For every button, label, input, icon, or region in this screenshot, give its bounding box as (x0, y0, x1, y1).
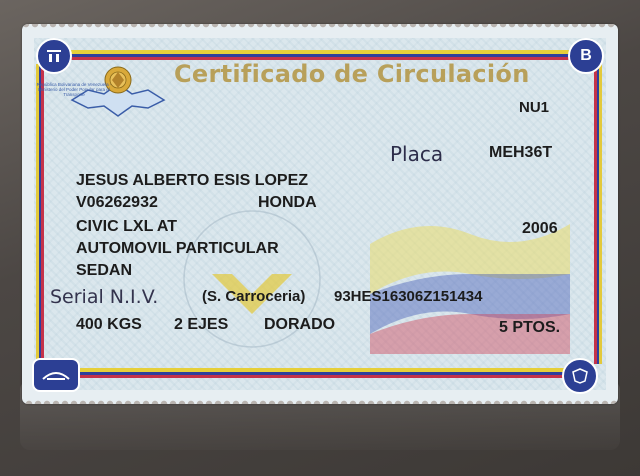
chassis-label: (S. Carroceria) (202, 288, 306, 305)
chassis-number: 93HES16306Z151434 (334, 288, 483, 305)
tricolor-band-top (62, 50, 582, 60)
ministry-logo-icon (32, 358, 80, 392)
perforation-bottom (22, 396, 618, 404)
vehicle-brand: HONDA (258, 194, 317, 211)
owner-name: JESUS ALBERTO ESIS LOPEZ (76, 172, 309, 189)
plate-label: Placa (390, 142, 444, 166)
plate-number: MEH36T (489, 144, 553, 161)
vehicle-axles: 2 EJES (174, 316, 229, 333)
owner-id: V06262932 (76, 194, 158, 211)
vehicle-color: DORADO (264, 316, 336, 333)
serial-label: Serial N.I.V. (50, 286, 159, 308)
seal-caption: República Bolivariana de Venezuela · Ministerio del Poder Popular para el Transporte (36, 82, 112, 97)
vehicle-body-type: SEDAN (76, 262, 133, 279)
document-title: Certificado de Circulación (174, 60, 530, 88)
ministry-emblem-icon (36, 38, 72, 74)
vehicle-year: 2006 (522, 220, 558, 237)
category-badge (568, 38, 604, 74)
tricolor-band-left (36, 64, 44, 364)
certificate-code: NU1 (519, 99, 550, 116)
vehicle-seats: 5 PTOS. (499, 319, 561, 336)
category-badge-label: B (580, 47, 592, 64)
vehicle-weight: 400 KGS (76, 316, 142, 333)
vehicle-model: CIVIC LXL AT (76, 218, 178, 235)
tricolor-band-right (594, 64, 602, 364)
circulation-certificate-card (22, 24, 618, 404)
perforation-top (22, 24, 618, 32)
tricolor-band-bottom (62, 368, 582, 378)
shield-emblem-icon (562, 358, 598, 394)
vehicle-use: AUTOMOVIL PARTICULAR (76, 240, 279, 257)
